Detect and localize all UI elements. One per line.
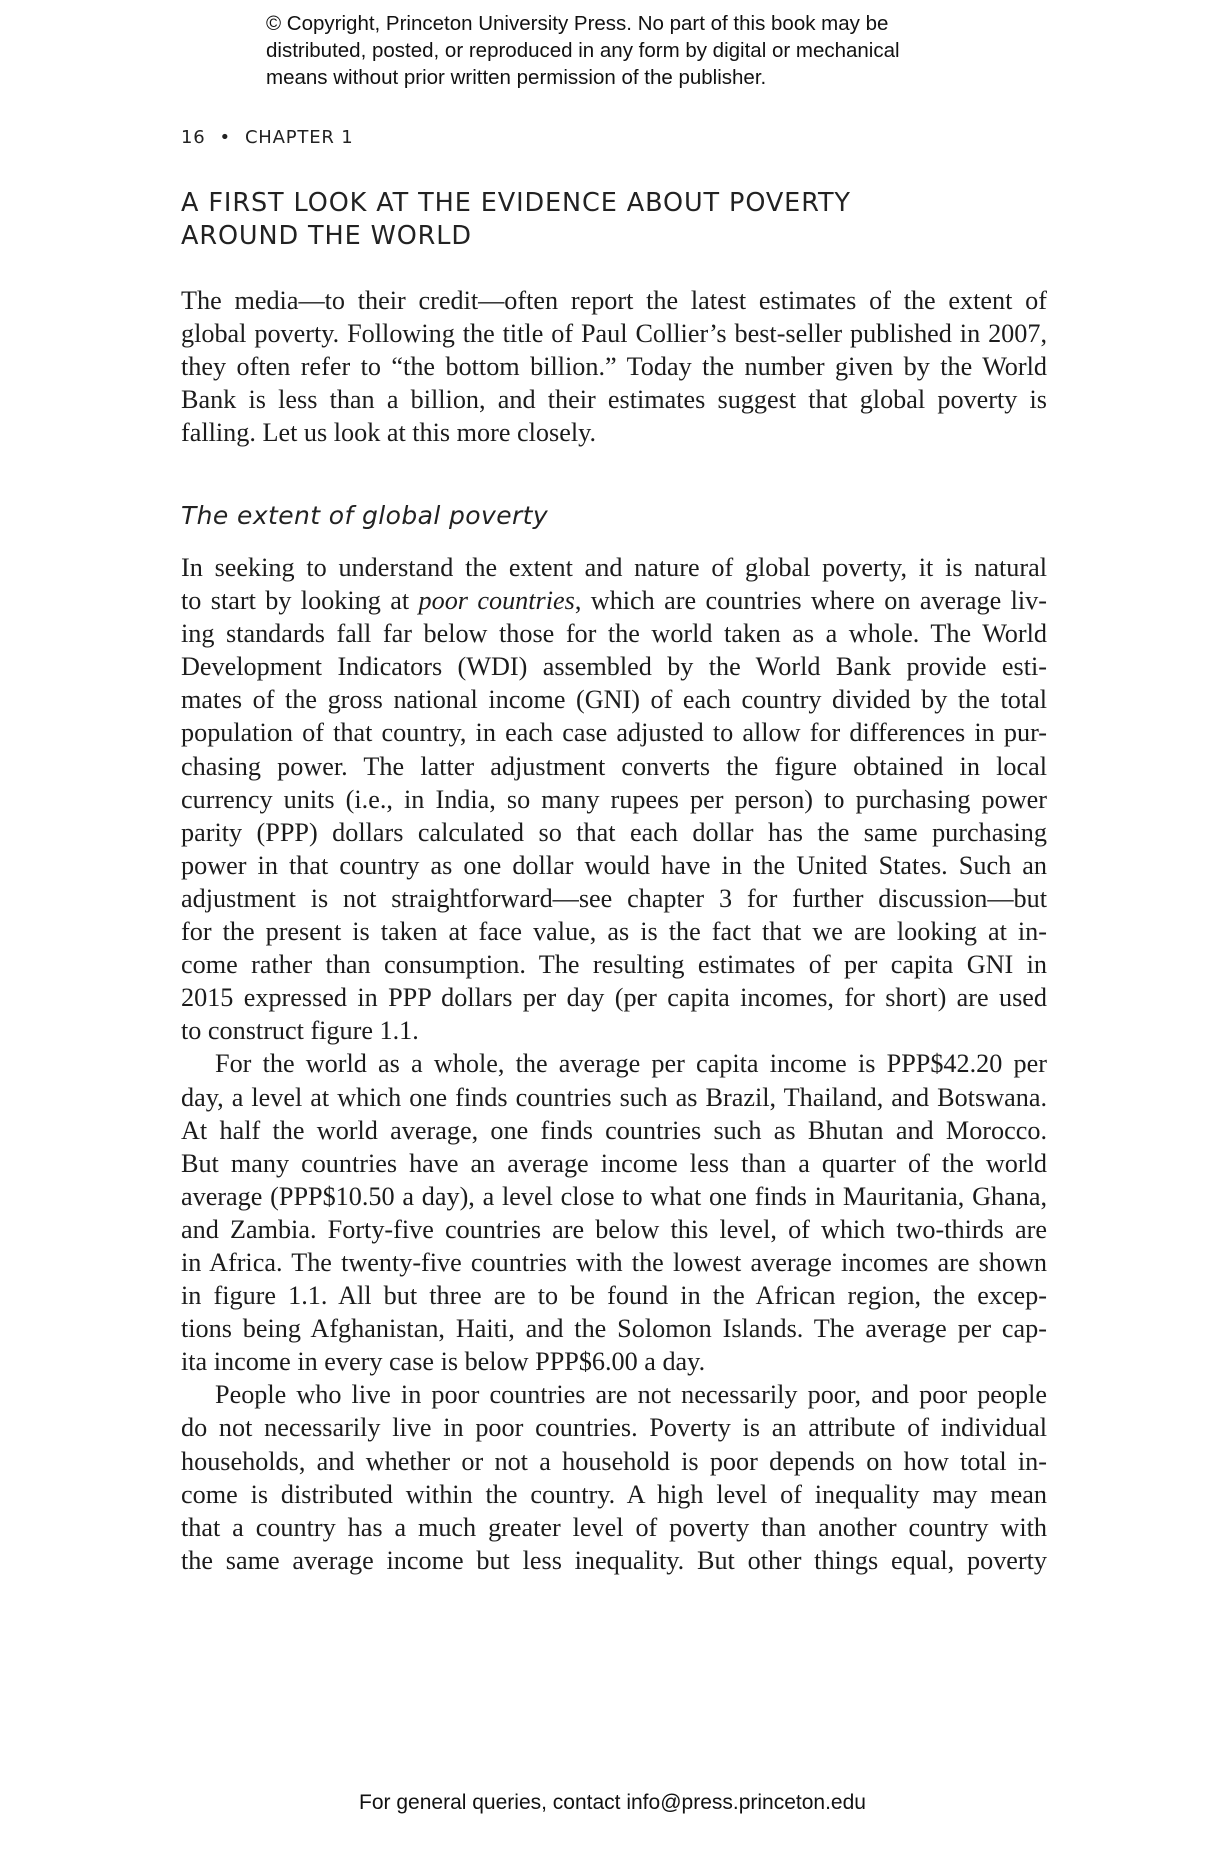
emphasis-text: poor countries xyxy=(418,586,575,616)
text-line: they often refer to “the bottom billion.” Today the number given by the World xyxy=(181,352,1047,382)
running-head-separator: • xyxy=(219,127,231,148)
copyright-line: means without prior written permission of the publisher. xyxy=(266,66,767,89)
text-line: global poverty. Following the title of Paul Collier’s best-seller published in 2007, xyxy=(181,319,1047,349)
text-line: ita income in every case is below PPP$6.00 a day. xyxy=(181,1347,706,1377)
text-line-with-emphasis xyxy=(181,584,1047,617)
text-line: falling. Let us look at this more closely. xyxy=(181,418,597,448)
text-line: come rather than consumption. The resulting estimates of per capita GNI in xyxy=(181,950,1047,980)
copyright-line: © Copyright, Princeton University Press. No part of this book may be xyxy=(266,12,889,35)
text-line: that a country has a much greater level of poverty than another country with xyxy=(181,1512,1047,1542)
text-line: households, and whether or not a household is poor depends on how total in- xyxy=(181,1446,1047,1476)
text-line: Bank is less than a billion, and their estimates suggest that global poverty is xyxy=(181,385,1047,415)
text-line: average (PPP$10.50 a day), a level close to what one finds in Mauritania, Ghana, xyxy=(181,1181,1047,1211)
text-line: come is distributed within the country. A high level of inequality may mean xyxy=(181,1479,1047,1509)
chapter-label: CHAPTER 1 xyxy=(244,127,354,148)
text-line: the same average income but less inequality. But other things equal, poverty xyxy=(181,1545,1047,1575)
body-text xyxy=(181,551,1047,1577)
text-line: But many countries have an average income less than a quarter of the world xyxy=(181,1148,1047,1178)
section-title-line: AROUND THE WORLD xyxy=(181,221,472,251)
text-line: in Africa. The twenty-five countries with the lowest average incomes are shown xyxy=(181,1247,1047,1277)
text-line: chasing power. The latter adjustment converts the figure obtained in local xyxy=(181,751,1047,781)
text-run: to start by looking at xyxy=(181,586,419,616)
text-line: for the present is taken at face value, as is the fact that we are looking at in- xyxy=(181,917,1047,947)
text-line: mates of the gross national income (GNI) of each country divided by the total xyxy=(181,685,1047,715)
footer-contact xyxy=(0,1791,1225,1815)
footer-text: For general queries, contact info@press.princeton.edu xyxy=(359,1791,866,1814)
text-line: to construct figure 1.1. xyxy=(181,1016,419,1046)
text-line: do not necessarily live in poor countries. Poverty is an attribute of individual xyxy=(181,1413,1047,1443)
text-line: At half the world average, one finds countries such as Bhutan and Morocco. xyxy=(181,1115,1047,1145)
text-line: power in that country as one dollar would have in the United States. Such an xyxy=(181,850,1047,880)
text-line: population of that country, in each case adjusted to allow for differences in pur- xyxy=(181,718,1047,748)
text-line: ing standards fall far below those for the world taken as a whole. The World xyxy=(181,619,1047,649)
subsection-heading: The extent of global poverty xyxy=(181,501,549,530)
copyright-line: distributed, posted, or reproduced in any form by digital or mechanical xyxy=(266,39,900,62)
text-line: in figure 1.1. All but three are to be found in the African region, the excep- xyxy=(181,1281,1047,1311)
running-head xyxy=(181,127,353,148)
text-line: tions being Afghanistan, Haiti, and the Solomon Islands. The average per cap- xyxy=(181,1314,1047,1344)
copyright-notice xyxy=(266,10,1026,91)
intro-paragraph xyxy=(181,284,1047,449)
text-line: For the world as a whole, the average per capita income is PPP$42.20 per xyxy=(215,1049,1047,1079)
text-line: parity (PPP) dollars calculated so that each dollar has the same purchasing xyxy=(181,817,1047,847)
page-number: 16 xyxy=(181,127,206,148)
section-title xyxy=(181,187,1061,253)
text-line: adjustment is not straightforward—see chapter 3 for further discussion—but xyxy=(181,883,1047,913)
text-line: People who live in poor countries are not necessarily poor, and poor people xyxy=(215,1380,1047,1410)
text-line: In seeking to understand the extent and nature of global poverty, it is natural xyxy=(181,553,1047,582)
text-line: day, a level at which one finds countries such as Brazil, Thailand, and Botswana. xyxy=(181,1082,1047,1112)
text-line: currency units (i.e., in India, so many rupees per person) to purchasing power xyxy=(181,784,1047,814)
text-line: 2015 expressed in PPP dollars per day (per capita incomes, for short) are used xyxy=(181,983,1047,1013)
text-line: The media—to their credit—often report the latest estimates of the extent of xyxy=(181,286,1047,315)
text-run: , which are countries where on average liv- xyxy=(574,586,1047,616)
section-title-line: A FIRST LOOK AT THE EVIDENCE ABOUT POVERTY xyxy=(181,188,851,218)
text-line: Development Indicators (WDI) assembled by the World Bank provide esti- xyxy=(181,652,1047,682)
text-line: and Zambia. Forty-five countries are below this level, of which two-thirds are xyxy=(181,1214,1047,1244)
